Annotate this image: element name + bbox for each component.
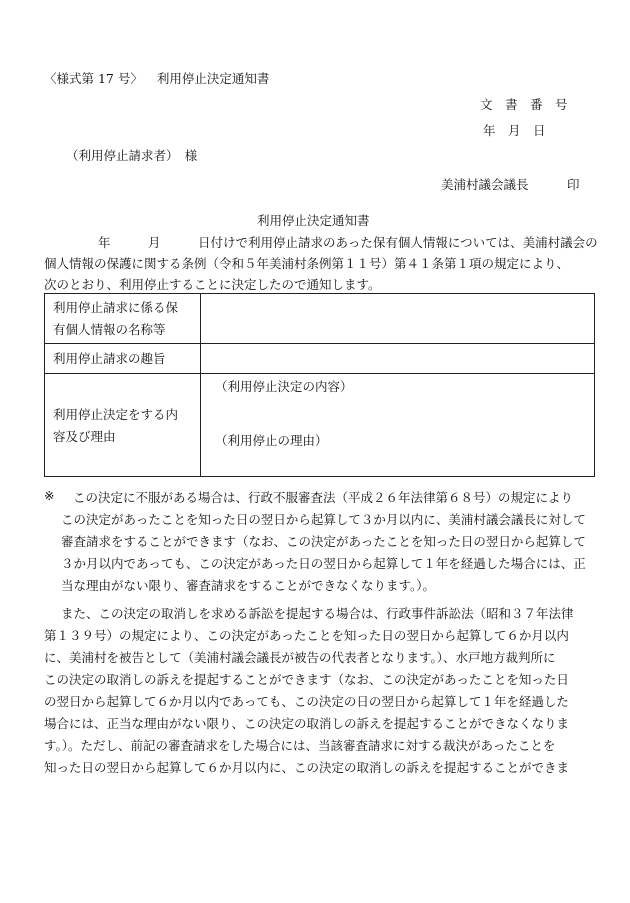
table-row-request-purpose (45, 344, 595, 374)
note-p1-line-4: ３か月以内であっても、この決定があった日の翌日から起算して１年を経過した場合には、正 (61, 556, 586, 571)
label-line: 利用停止決定をする内 (53, 407, 179, 422)
note-p2-line-7: す。）。ただし、前記の審査請求をした場合には、当該審査請求に対する裁決があったことを (44, 738, 556, 753)
document-date: 年 月 日 (483, 123, 546, 138)
note-p2-line-5: の翌日から起算して６か月以内であっても、この決定の日の翌日から起算して１年を経過した (44, 694, 569, 709)
addressee: （利用停止請求者） 様 (66, 148, 198, 163)
label-line: 利用停止請求の趣旨 (53, 351, 166, 366)
label-line: 利用停止請求に係る保 (53, 300, 179, 315)
sender-name: 美浦村議会議長 (441, 177, 529, 192)
note-mark: ※ (44, 488, 55, 503)
table-row-decision (45, 374, 595, 477)
document-number: 文 書 番 号 (480, 97, 568, 112)
value-cell-decision (201, 374, 595, 477)
document-title: 利用停止決定通知書 (257, 213, 370, 228)
note-p1-line-3: 審査請求をすることができます（なお、この決定があったことを知った日の翌日から起算して (61, 534, 586, 549)
intro-line-1: 年 月 日付けで利用停止請求のあった保有個人情報については、美浦村議会の (98, 235, 598, 250)
label-cell-request-purpose (45, 344, 201, 374)
note-p2-line-1: また、この決定の取消しを求める訴訟を提起する場合は、行政事件訴訟法（昭和３７年法律 (61, 606, 574, 621)
label-cell-information-name (45, 294, 201, 344)
label-line: 有個人情報の名称等 (53, 322, 166, 337)
value-cell-information-name (201, 294, 595, 344)
note-p1-line-5: 当な理由がない限り、審査請求をすることができなくなります。）。 (61, 578, 436, 593)
note-p2-line-3: に、美浦村を被告として（美浦村議会議長が被告の代表者となります。）、水戸地方裁判所に (44, 650, 556, 665)
note-p2-line-2: 第１３９号）の規定により、この決定があったことを知った日の翌日から起算して６か月以内 (44, 628, 569, 643)
note-p2-line-4: この決定の取消しの訴えを提起することができます（なお、この決定があったことを知った日 (44, 672, 569, 687)
form-header-title: 利用停止決定通知書 (156, 71, 270, 86)
intro-line-2: 個人情報の保護に関する条例（令和５年美浦村条例第１１号）第４１条第１項の規定により、 (44, 256, 570, 271)
intro-line-3: 次のとおり、利用停止することに決定したので通知します。 (44, 277, 381, 292)
note-p1-line-1: この決定に不服がある場合は、行政不服審査法（平成２６年法律第６８号）の規定により (73, 490, 574, 505)
value-cell-request-purpose (201, 344, 595, 374)
note-p2-line-8: 知った日の翌日から起算して６か月以内に、この決定の取消しの訴えを提起することができま (44, 760, 570, 775)
seal-mark: 印 (567, 177, 580, 192)
decision-content-heading: （利用停止決定の内容） (215, 379, 353, 394)
label-line: 容及び理由 (53, 429, 116, 444)
table-row-information-name (45, 294, 595, 344)
decision-reason-heading: （利用停止の理由） (215, 433, 328, 448)
form-number (44, 69, 269, 87)
request-table (44, 293, 595, 477)
label-cell-decision (45, 374, 201, 477)
note-p1-line-2: この決定があったことを知った日の翌日から起算して３か月以内に、美浦村議会議長に対して (61, 512, 586, 527)
note-p2-line-6: 場合には、正当な理由がない限り、この決定の取消しの訴えを提起することができなくなりま (44, 716, 570, 731)
form-number-label: 〈様式第 17 号〉 (44, 71, 143, 86)
